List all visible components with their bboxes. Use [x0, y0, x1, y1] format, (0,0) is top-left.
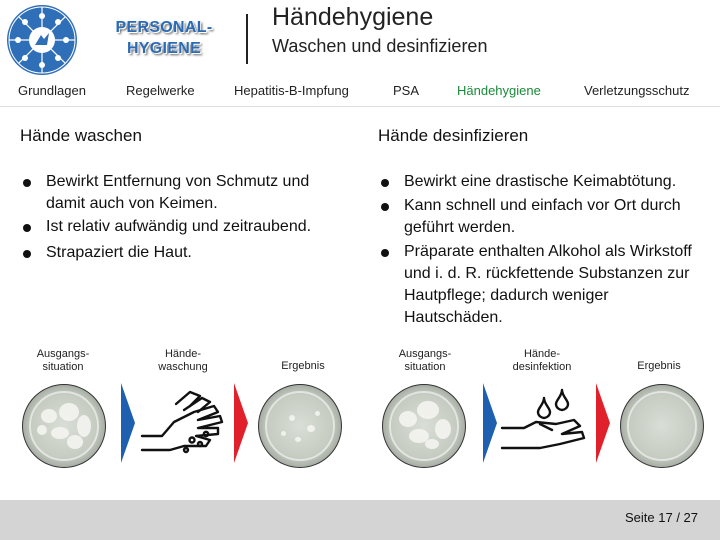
arrow-red-icon	[596, 383, 610, 463]
label-text: Hände- desinfektion	[512, 348, 572, 373]
petri-dish-start-desinfizieren	[382, 384, 466, 468]
colony	[295, 437, 301, 442]
arrow-blue-icon	[121, 383, 135, 463]
figure-label-action-waschen	[148, 348, 218, 374]
colony	[435, 419, 451, 439]
brand-title	[108, 17, 220, 59]
colony	[51, 427, 69, 439]
bullet-icon	[381, 249, 389, 257]
hand-washing-icon	[140, 384, 232, 460]
figure-label-result-desinfizieren	[624, 360, 694, 373]
footer-bar	[0, 500, 720, 540]
bullet-icon	[23, 250, 31, 258]
list-item	[378, 195, 708, 239]
bullet-text: Strapaziert die Haut.	[46, 244, 192, 261]
figure-label-start-waschen	[28, 348, 98, 374]
bullet-text: Bewirkt Entfernung von Schmutz und damit auch von Keimen.	[46, 173, 310, 212]
nav-item-psa[interactable]: PSA	[393, 83, 420, 98]
page-number: Seite 17 / 27	[625, 510, 698, 525]
label-text: Ergebnis	[637, 360, 681, 372]
nav-item-haendehygiene[interactable]: Händehygiene	[457, 83, 541, 98]
bullet-text: Kann schnell und einfach vor Ort durch geführt werden.	[404, 197, 681, 236]
page-title: Händehygiene	[272, 3, 434, 31]
colony	[289, 415, 295, 421]
colony	[77, 415, 91, 437]
list-item	[378, 171, 708, 193]
list-item	[20, 242, 340, 264]
bullet-list-desinfizieren	[378, 171, 708, 330]
label-text: Hände- waschung	[158, 348, 208, 373]
list-item	[378, 241, 708, 329]
colony	[59, 403, 79, 421]
label-text: Ausgangs- situation	[36, 348, 90, 373]
colony	[67, 435, 83, 449]
arrow-blue-icon	[483, 383, 497, 463]
header-divider	[246, 14, 248, 64]
nav-item-verletzungsschutz[interactable]: Verletzungsschutz	[584, 83, 690, 98]
dish-rim	[265, 391, 335, 461]
bullet-text: Bewirkt eine drastische Keimabtötung.	[404, 173, 677, 190]
list-item	[20, 216, 340, 238]
colony	[425, 439, 439, 449]
label-text: Ergebnis	[281, 360, 325, 372]
colony	[315, 411, 320, 416]
bullet-text: Ist relativ aufwändig und zeitraubend.	[46, 218, 312, 235]
figure-label-start-desinfizieren	[390, 348, 460, 374]
bullet-list-waschen	[20, 171, 340, 265]
nav-item-hepatitis-b-impfung[interactable]: Hepatitis-B-Impfung	[234, 83, 349, 98]
petri-dish-result-desinfizieren	[620, 384, 704, 468]
bullet-icon	[23, 224, 31, 232]
petri-dish-result-waschen	[258, 384, 342, 468]
bullet-icon	[381, 203, 389, 211]
colony	[281, 431, 286, 436]
colony	[417, 401, 439, 419]
figure-label-action-desinfizieren	[502, 348, 582, 374]
bullet-text: Präparate enthalten Alkohol als Wirkstoff und i. d. R. rückfettende Substanzen zur Hautpflege; dadurch weniger Hautschäden.	[404, 243, 692, 326]
nav-item-grundlagen[interactable]: Grundlagen	[18, 83, 86, 98]
colony	[41, 409, 57, 423]
colony	[307, 425, 315, 432]
brand-line-1: PERSONAL-	[115, 19, 213, 36]
section-heading-desinfizieren: Hände desinfizieren	[378, 126, 529, 145]
dish-rim	[627, 391, 697, 461]
colony	[37, 425, 47, 435]
hand-disinfection-icon	[500, 386, 592, 460]
brand-line-2: HYGIENE	[126, 40, 202, 57]
top-nav	[0, 83, 720, 101]
page-subtitle: Waschen und desinfizieren	[272, 36, 488, 56]
colony	[399, 411, 417, 427]
petri-dish-start-waschen	[22, 384, 106, 468]
arrow-red-icon	[234, 383, 248, 463]
section-heading-waschen: Hände waschen	[20, 126, 142, 145]
nav-divider	[0, 106, 720, 107]
nav-item-regelwerke[interactable]: Regelwerke	[126, 83, 195, 98]
hygiene-logo-icon	[6, 4, 78, 76]
label-text: Ausgangs- situation	[398, 348, 452, 373]
list-item	[20, 171, 340, 215]
figure-label-result-waschen	[268, 360, 338, 373]
bullet-icon	[23, 179, 31, 187]
bullet-icon	[381, 179, 389, 187]
